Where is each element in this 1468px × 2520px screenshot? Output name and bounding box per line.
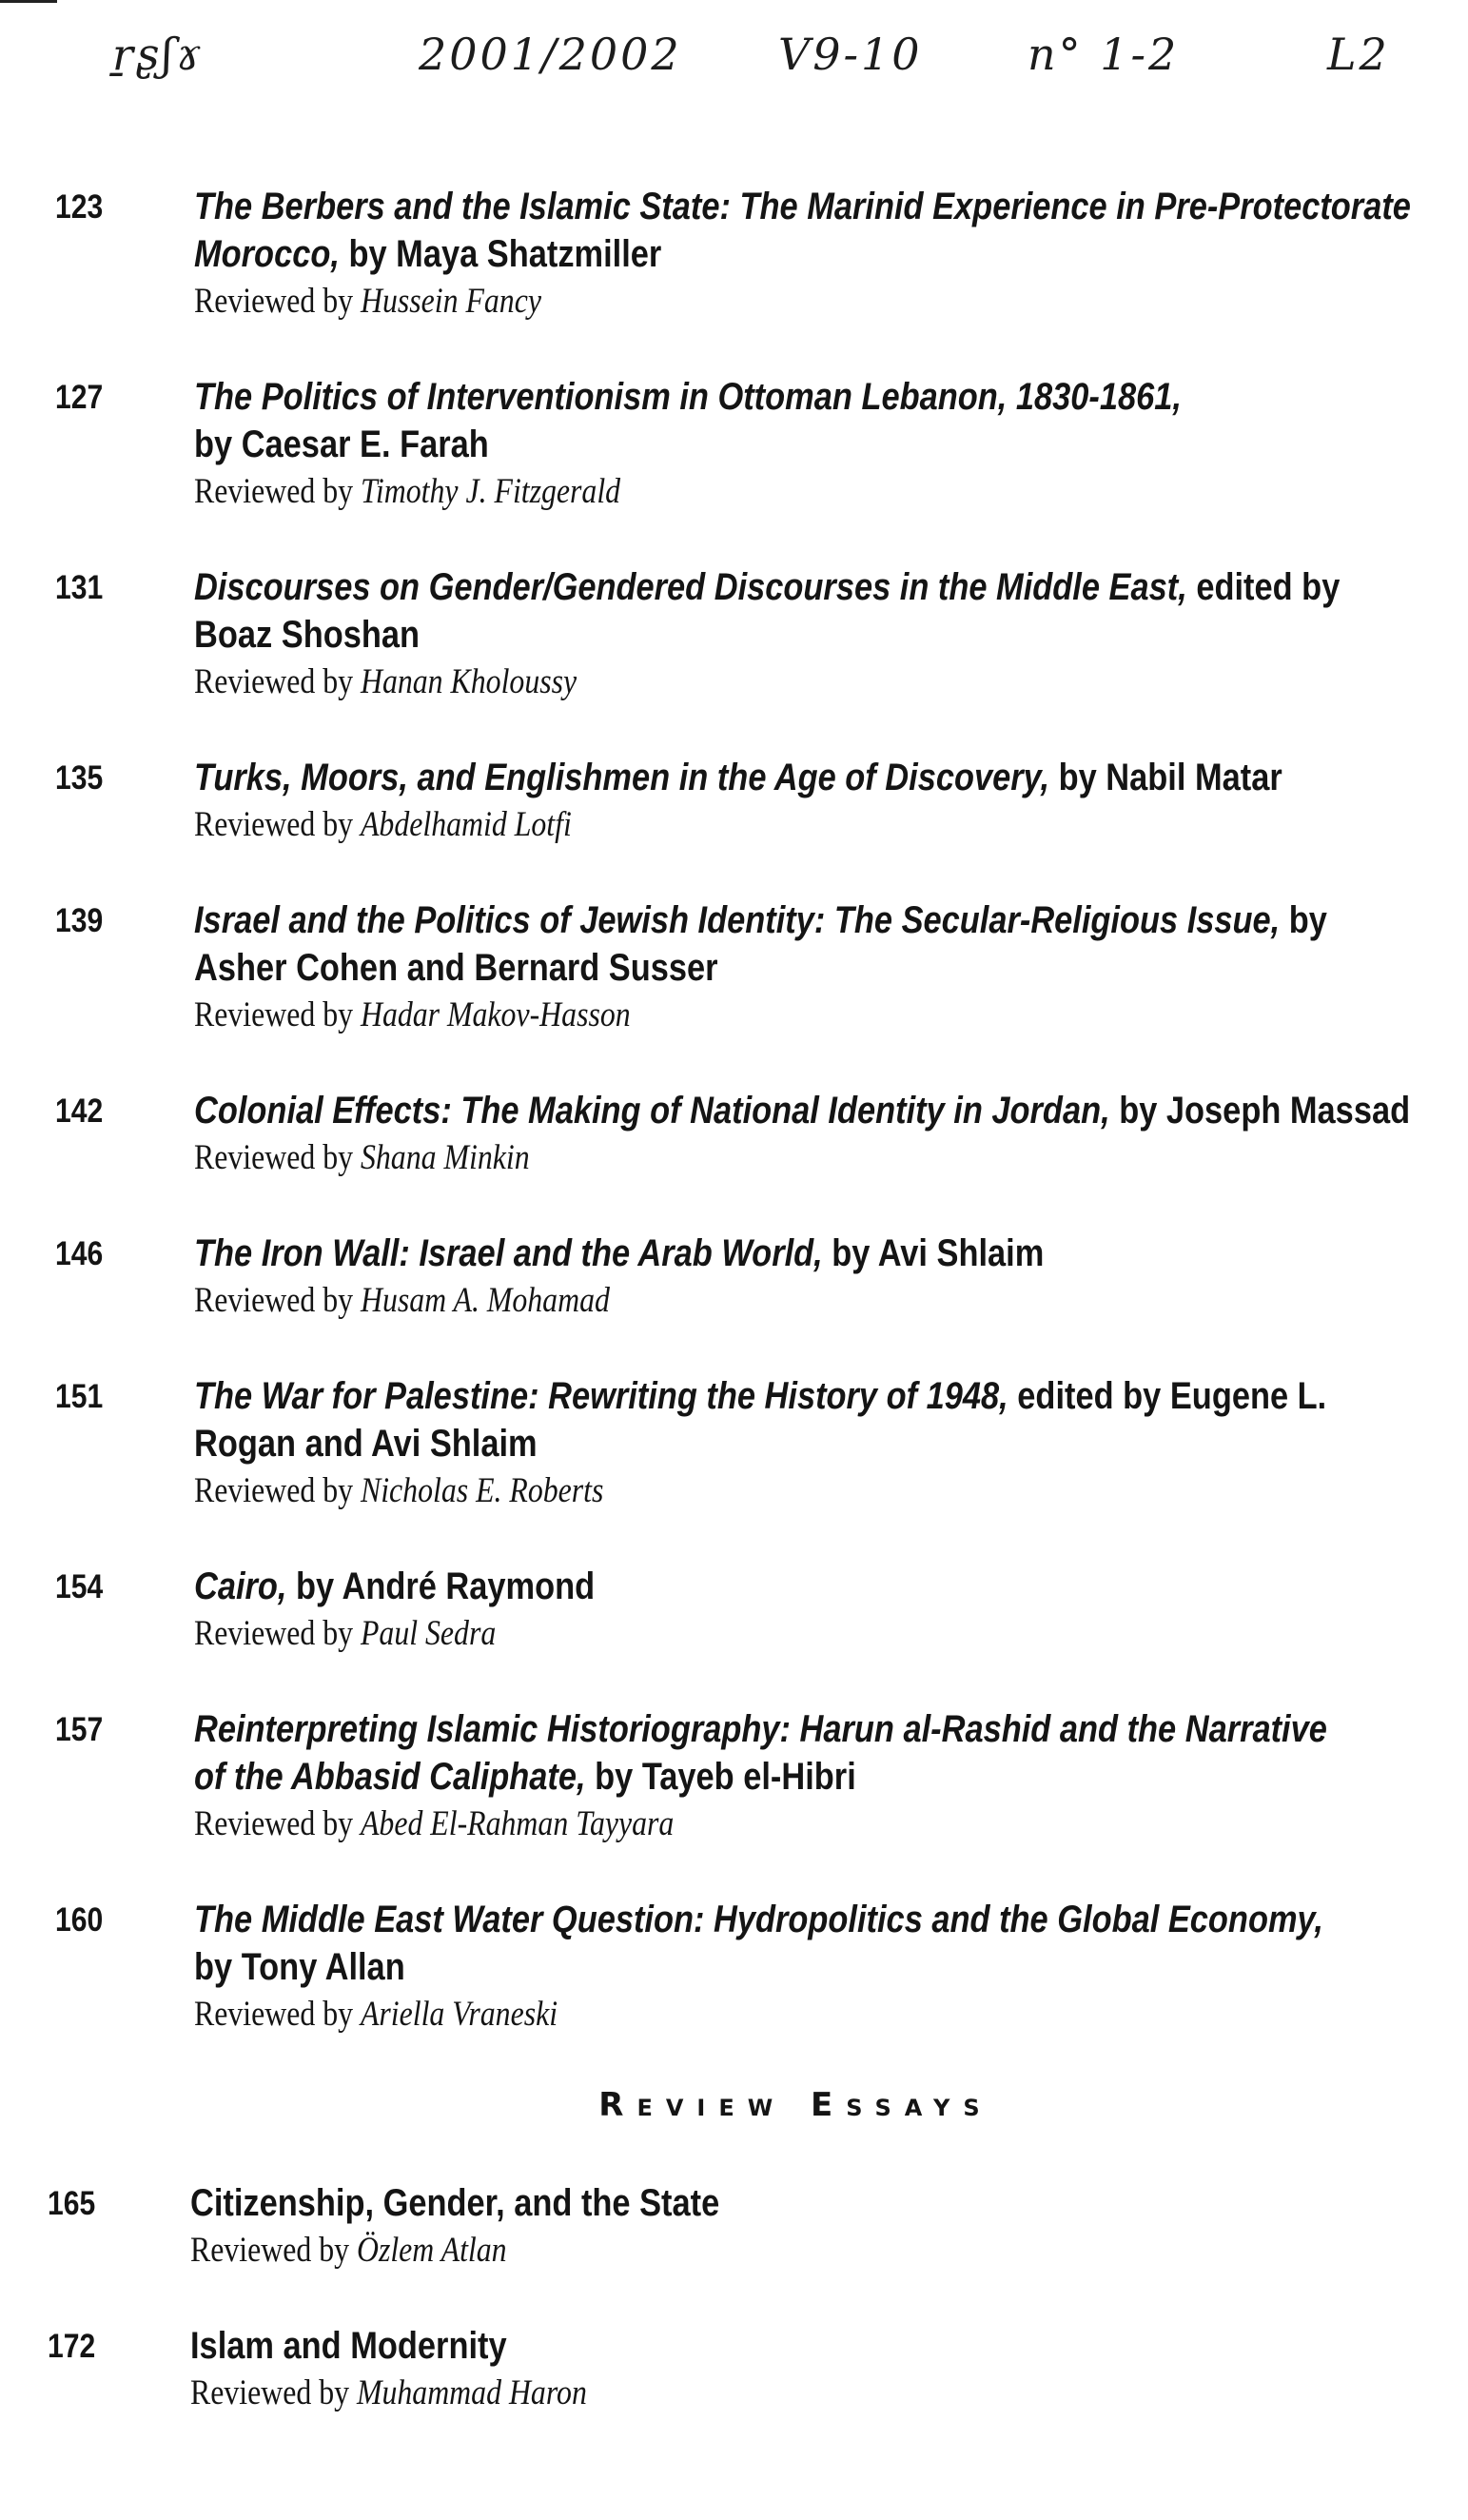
essay-entry [0,2322,1468,2417]
reviewer-line [194,468,1421,516]
book-author: by Joseph Massad [1109,1090,1411,1132]
book-title: Cairo, [194,1565,287,1607]
review-entry [0,183,1468,325]
review-essays-list [0,2179,1468,2417]
reviewed-by-label: Reviewed by [194,662,354,701]
book-title: Colonial Effects: The Making of National Identity in Jordan, [194,1090,1110,1132]
book-title: The Politics of Interventionism in Ottoman Lebanon, 1830-1861, [194,376,1182,418]
book-title: Discourses on Gender/Gendered Discourses in the Middle East, [194,566,1187,608]
page-number: 160 [55,1901,104,1939]
title-line [194,421,1421,468]
handwritten-mark-4: n° 1-2 [1028,29,1180,80]
reviewer-line [190,2227,1418,2274]
book-author: Rogan and Avi Shlaim [194,1423,538,1465]
entry-body [190,2322,1427,2417]
book-author: by [1280,899,1327,941]
book-author: by André Raymond [286,1565,596,1607]
reviewer-line [194,278,1421,325]
reviewer-name: Hanan Kholoussy [360,662,577,701]
page-number: 135 [55,759,104,797]
entry-body [194,896,1431,1039]
reviewed-by-label: Reviewed by [194,995,354,1034]
title-line [194,183,1421,230]
reviewed-by-label: Reviewed by [194,1804,354,1843]
entry-body [194,1230,1431,1325]
book-author: Boaz Shoshan [194,614,421,656]
entry-body [190,2179,1427,2274]
book-author: Asher Cohen and Bernard Susser [194,947,718,989]
contents-list [0,183,1468,2465]
reviewer-name: Paul Sedra [360,1614,497,1653]
reviewed-by-label: Reviewed by [190,2231,350,2270]
title-line [194,754,1421,801]
reviewer-line [194,1277,1421,1325]
reviewer-name: Nicholas E. Roberts [360,1471,604,1510]
entry-body [194,563,1431,706]
title-line [194,1087,1421,1134]
page-number: 151 [55,1378,104,1415]
book-title: of the Abbasid Caliphate, [194,1756,586,1798]
title-line [194,1420,1421,1467]
section-heading-review-essays: Review Essays [598,2086,993,2124]
essay-entry [0,2179,1468,2274]
book-title: Reinterpreting Islamic Historiography: Harun al-Rashid and the Narrative [194,1708,1327,1750]
entry-body [194,373,1431,516]
review-entry [0,1563,1468,1658]
reviewer-name: Shana Minkin [360,1138,530,1177]
reviewer-line [194,659,1421,706]
book-title: The Middle East Water Question: Hydropolitics and the Global Economy, [194,1899,1323,1940]
reviewer-name: Özlem Atlan [356,2231,507,2270]
title-line [194,1563,1421,1610]
page-number: 127 [55,379,104,416]
book-author: by Nabil Matar [1049,757,1282,798]
reviewer-line [190,2370,1418,2417]
title-line [194,1372,1421,1420]
page-number: 154 [55,1568,104,1605]
review-entry [0,563,1468,706]
reviewed-by-label: Reviewed by [194,805,354,844]
entry-body [194,1372,1431,1515]
handwritten-mark-5: L2 [1327,29,1390,80]
handwritten-mark-3: V9-10 [778,29,923,80]
book-title: The Iron Wall: Israel and the Arab World, [194,1232,823,1274]
reviewer-name: Hussein Fancy [360,282,541,321]
title-line [194,611,1421,659]
page-number: 142 [55,1093,104,1130]
title-line [194,1705,1421,1753]
book-author: by Maya Shatzmiller [339,233,662,275]
reviewed-by-label: Reviewed by [190,2373,350,2412]
book-title: Morocco, [194,233,340,275]
title-line [194,896,1421,944]
reviewer-line [194,801,1421,849]
essay-title: Citizenship, Gender, and the State [190,2182,720,2224]
page-number: 131 [55,569,104,606]
page-number: 165 [48,2185,96,2222]
title-line [194,563,1421,611]
reviewer-line [194,1467,1421,1515]
review-entry [0,754,1468,849]
reviewer-name: Muhammad Haron [356,2373,587,2412]
review-entry [0,1705,1468,1848]
book-title: The War for Palestine: Rewriting the History of 1948, [194,1375,1008,1417]
reviewed-by-label: Reviewed by [194,472,354,511]
entry-body [194,1087,1431,1182]
page-number: 146 [55,1235,104,1272]
reviewed-by-label: Reviewed by [194,1995,354,2034]
reviewer-name: Ariella Vraneski [360,1995,558,2034]
handwritten-annotation [0,0,1468,105]
book-title: Turks, Moors, and Englishmen in the Age of Discovery, [194,757,1050,798]
reviewer-line [194,1610,1421,1658]
reviewer-line [194,1134,1421,1182]
title-line [194,1230,1421,1277]
review-entry [0,373,1468,516]
handwritten-mark-1: ṟʂʃɤ [112,29,205,80]
reviewed-by-label: Reviewed by [194,1138,354,1177]
reviewed-by-label: Reviewed by [194,1614,354,1653]
title-line [194,1943,1421,1991]
entry-body [194,1896,1431,2038]
reviewer-line [194,1991,1421,2038]
review-entry [0,1087,1468,1182]
book-author: by Tayeb el-Hibri [585,1756,856,1798]
title-line [194,1896,1421,1943]
title-line [194,230,1421,278]
entry-body [194,1705,1431,1848]
review-entry [0,1230,1468,1325]
reviewer-line [194,992,1421,1039]
reviewer-name: Hadar Makov-Hasson [360,995,631,1034]
review-entry [0,1896,1468,2038]
entry-body [194,754,1431,849]
book-title: Israel and the Politics of Jewish Identity: The Secular-Religious Issue, [194,899,1281,941]
essay-title: Islam and Modernity [190,2325,507,2367]
page-number: 172 [48,2328,96,2365]
page-number: 139 [55,902,104,939]
entry-body [194,1563,1431,1658]
title-line [194,1753,1421,1801]
page-number: 157 [55,1711,104,1748]
book-author: edited by Eugene L. [1008,1375,1327,1417]
reviewer-name: Abdelhamid Lotfi [360,805,572,844]
title-line [194,373,1421,421]
reviewed-by-label: Reviewed by [194,1281,354,1320]
book-title: The Berbers and the Islamic State: The Marinid Experience in Pre-Protectorate [194,186,1411,227]
entry-body [194,183,1431,325]
page-number: 123 [55,188,104,226]
book-author: by Avi Shlaim [822,1232,1045,1274]
reviewer-name: Husam A. Mohamad [360,1281,610,1320]
review-entry [0,896,1468,1039]
corner-mark [0,0,57,3]
book-author: by Tony Allan [194,1946,405,1988]
reviewer-name: Abed El-Rahman Tayyara [360,1804,675,1843]
book-author: by Caesar E. Farah [194,423,489,465]
reviewed-by-label: Reviewed by [194,282,354,321]
title-line [194,944,1421,992]
review-entry [0,1372,1468,1515]
handwritten-mark-2: 2001/2002 [419,29,682,80]
reviewer-line [194,1801,1421,1848]
book-author: edited by [1186,566,1341,608]
reviewer-name: Timothy J. Fitzgerald [360,472,621,511]
reviewed-by-label: Reviewed by [194,1471,354,1510]
